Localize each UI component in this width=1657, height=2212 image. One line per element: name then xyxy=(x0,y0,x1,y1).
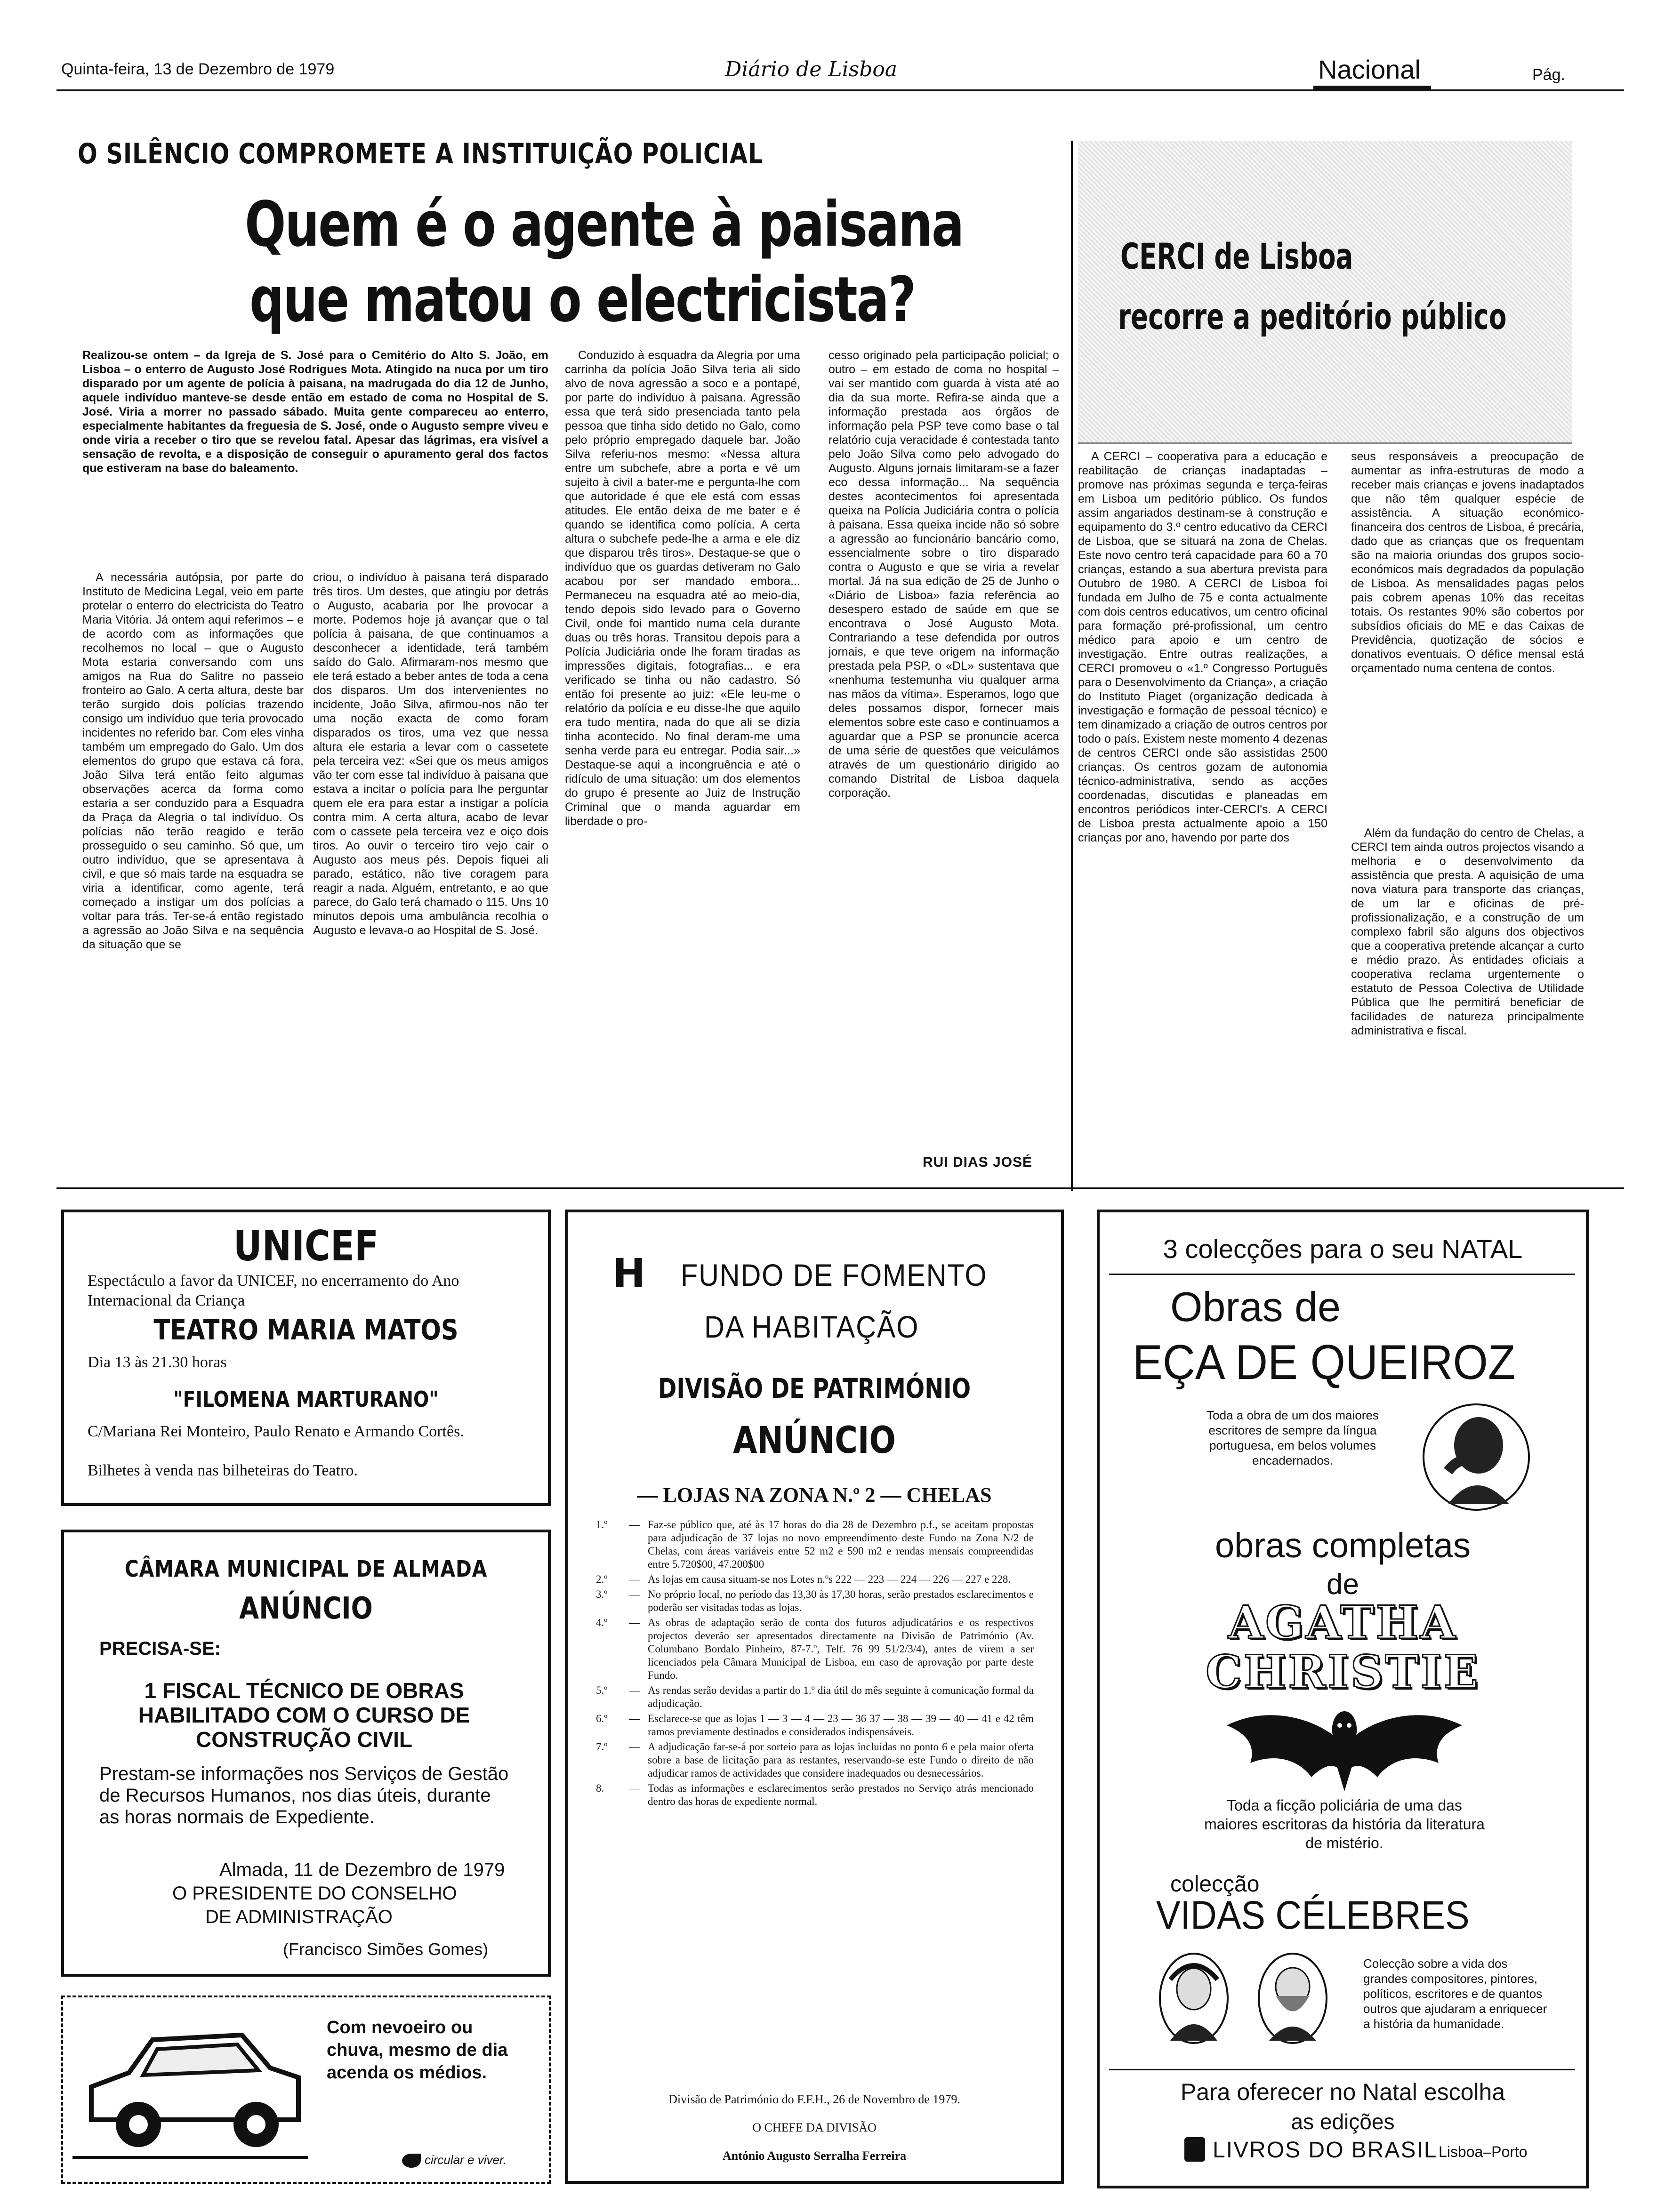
ffh-ad xyxy=(565,1210,1064,2184)
ffh-item-text: No próprio local, no período das 13,30 às 17,30 horas, serão prestados esclarecimentos e poderão ser visitadas todas as lojas. xyxy=(648,1588,1034,1613)
books-bottom-2: as edições xyxy=(1291,2109,1395,2134)
article-kicker: O SILÊNCIO COMPROMETE A INSTITUIÇÃO POLICIAL xyxy=(78,137,764,170)
agatha-desc: Toda a ficção policiária de uma das maiores escritoras da história da literatura de mistério. xyxy=(1204,1797,1485,1851)
issue-date: Quinta-feira, 13 de Dezembro de 1979 xyxy=(61,60,335,78)
car-icon xyxy=(72,2016,308,2172)
vidas-line1: colecção xyxy=(1170,1872,1260,1897)
ffh-item-text: As obras de adaptação serão de conta dos futuros adjudicatários e os respectivos projectos deverão ser apresentados directamente na Divisão de Património (Av. Columbano Bordalo Pinheiro, 87-7.º, Telf. 76 99 51/2/3/4), antes de virem a ser licenciados pela Câmara Municipal de Lisboa, em caso de aprovação por parte deste Fundo. xyxy=(648,1617,1034,1681)
ffh-item-text: Faz-se público que, até às 17 horas do dia 28 de Dezembro p.f., se aceitam propostas para adjudicação de 37 lojas no novo empreendimento deste Fundo na Zona N/2 de Chelas, com áreas variáveis entre 52 m2 e 590 m2 e rendas mensais compreendidas entre 5.720$00, 47.200$00 xyxy=(648,1519,1034,1570)
agatha-line4: CHRISTIE xyxy=(1206,1645,1480,1699)
ffh-item-text: A adjudicação far-se-á por sorteio para as lojas incluídas no ponto 6 e pela maior oferta sobre a base de licitação para as restantes, reservando-se este Fundo o direito de não adjudicar ramos de actividades que considere inadequados ou desnecessários. xyxy=(648,1741,1034,1779)
ffh-item: 1.º — Faz-se público que, até às 17 horas do dia 28 de Dezembro p.f., se aceitam propostas para adjudicação de 37 lojas no novo empreendimento deste Fundo na Zona N/2 de Chelas, com áreas variáveis entre 52 m2 e 590 m2 e rendas mensais compreendidas entre 5.720$00, 47.200$00 xyxy=(596,1519,1034,1570)
ffh-division: DIVISÃO DE PATRIMÓNIO xyxy=(658,1372,971,1404)
almada-place-date: Almada, 11 de Dezembro de 1979 xyxy=(219,1859,505,1880)
vidas-desc: Colecção sobre a vida dos grandes compositores, pintores, políticos, escritores e de quantos outros que ajudaram a enriquecer a história da humanidade. xyxy=(1363,1956,1547,2031)
almada-signer-name: (Francisco Simões Gomes) xyxy=(283,1940,489,1959)
section-name: Nacional xyxy=(1318,55,1421,84)
unicef-ad xyxy=(61,1210,551,1506)
cerci-headline-line1: CERCI de Lisboa xyxy=(1120,235,1353,277)
unicef-venue: TEATRO MARIA MATOS xyxy=(153,1314,458,1346)
ffh-item-num: 2.º xyxy=(596,1573,608,1585)
section-underline xyxy=(1313,86,1431,89)
agatha-line3: AGATHA xyxy=(1228,1596,1457,1649)
ffh-place-date: Divisão de Património do F.F.H., 26 de Novembro de 1979. xyxy=(668,2092,960,2106)
books-bottom-4: Lisboa–Porto xyxy=(1439,2143,1528,2160)
books-bottom-3: LIVROS DO BRASIL xyxy=(1213,2138,1438,2163)
car-ad-text: Com nevoeiro ou chuva, mesmo de dia acenda os médios. xyxy=(327,2016,534,2084)
almada-job: 1 FISCAL TÉCNICO DE OBRAS HABILITADO COM O CURSO DE CONSTRUÇÃO CIVIL xyxy=(138,1678,470,1752)
article-column-2: criou, o indivíduo à paisana terá disparado três tiros. Um destes, que atingiu por detrás o Augusto, acabaria por lhe provocar a morte. Podemos hoje já avançar que o tal polícia à paisana, de que continuamos a desconhecer a identidade, terá também saído do Galo. Afirmaram-nos mesmo que ele terá estado a beber antes de toda a cena dos disparos. Um dos intervenientes no incidente, João Silva, afirmou-nos não ter uma noção exacta de como foram disparados os tiros, uma vez que nessa altura ele estaria a levar com o cassetete pela terceira vez: «Sei que os meus amigos vão ter com esse tal indivíduo à paisana que estava a incitar o polícia para lhe perguntar quem ele era para estar a instigar a polícia contra mim. A certa altura, acabo de levar com o cassete pela terceira vez e oiço dois tiros. Ao ouvir o terceiro tiro vejo cair o Augusto aos meus pés. Depois fiquei ali parado, estático, não tive coragem para reagir a nada. Alguém, entretanto, e ao que parece, do Galo terá chamado o 115. Uns 10 minutos depois uma ambulância recolhia o Augusto e levava-o ao Hospital de S. José. xyxy=(313,571,548,937)
ffh-item-num: 3.º xyxy=(596,1588,608,1600)
unicef-intro: Espectáculo a favor da UNICEF, no encerramento do Ano Internacional da Criança xyxy=(88,1272,459,1309)
article-byline: RUI DIAS JOSÉ xyxy=(923,1154,1033,1170)
page-label: Pág. xyxy=(1532,66,1565,84)
ffh-items xyxy=(596,1518,1034,1810)
article-headline-line1: Quem é o agente à paisana xyxy=(245,188,964,261)
ffh-item-num: 7.º xyxy=(596,1741,608,1753)
vidas-line2: VIDAS CÉLEBRES xyxy=(1156,1893,1470,1937)
ffh-title-2: DA HABITAÇÃO xyxy=(704,1309,919,1344)
books-bottom-rule xyxy=(1109,2069,1575,2070)
ffh-item-num: 8. xyxy=(596,1782,604,1794)
almada-signer-1: O PRESIDENTE DO CONSELHO xyxy=(172,1883,457,1904)
ffh-item: 6.º — Esclarece-se que as lojas 1 — 3 — 4 — 23 — 36 37 — 38 — 39 — 40 — 41 e 42 têm ramos previamente destinados e considerados indispensáveis. xyxy=(596,1713,1034,1738)
bat-icon xyxy=(1222,1697,1467,1796)
cerci-column-2b: Além da fundação do centro de Chelas, a CERCI tem ainda outros projectos visando a melhoria e o desenvolvimento da assistência que presta. A aquisição de uma nova viatura para transporte das crianças, de um lar e oficinas de pré-profissionalização, e a construção de um complexo fabril são alguns dos objectivos que a cooperativa pretende alcançar a curto e médio prazo. Às entidades oficiais a cooperativa reclama urgentemente o estatuto de Pessoa Colectiva de Utilidade Pública que lhe permitirá beneficiar de facilidades de natureza principalmente administrativa e fiscal. xyxy=(1351,826,1584,1037)
ffh-signer-name: António Augusto Serralha Ferreira xyxy=(722,2149,907,2163)
ffh-item-text: As lojas em causa situam-se nos Lotes n.ºs 222 — 223 — 224 — 226 — 227 e 228. xyxy=(648,1573,1011,1585)
column-separator xyxy=(1071,141,1073,1191)
books-bottom-1: Para oferecer no Natal escolha xyxy=(1180,2079,1505,2105)
article-lead: Realizou-se ontem – da Igreja de S. José para o Cemitério do Alto S. João, em Lisboa – o enterro de Augusto José Rodrigues Mota. Atingido na nuca por um tiro disparado por um agente de polícia à paisana, na madrugada do dia 12 de Junho, aquele indivíduo manteve-se desde então em estado de coma no Hospital de S. José. Viria a morrer no passado sábado. Muita gente compareceu ao enterro, especialmente habitantes da freguesia de S. José, onde o Augusto sempre viveu e onde viria a receber o tiro que se revelou fatal. Apesar das lágrimas, era visível a sensação de revolta, e a disposição de conseguir o apuramento geral dos factos que estiveram na base do baleamento. xyxy=(82,349,548,475)
cerci-photo xyxy=(1078,141,1572,444)
newspaper-name: Diário de Lisboa xyxy=(725,57,898,81)
almada-info: Prestam-se informações nos Serviços de Gestão de Recursos Humanos, nos dias úteis, durante as horas normais de Expediente. xyxy=(99,1763,509,1827)
cerci-column-2: seus responsáveis a preocupação de aumentar as infra-estruturas de modo a receber mais crianças e jovens inadaptados que não têm qualquer espécie de assistência. A situação económico-financeira dos centros de Lisboa, é precária, dado que as crianças que os frequentam são na maioria oriundas dos grupos socio-económicos mais degradados da população de Lisboa. As mensalidades pagas pelos pais cobrem apenas 10% das receitas totais. Os restantes 90% são cobertos por subsídios oficiais do ME e das Caixas de Previdência, quotização de sócios e donativos eventuais. O défice mensal está orçamentado numa centena de contos. xyxy=(1351,450,1584,675)
unicef-tickets: Bilhetes à venda nas bilheteiras do Teatro. xyxy=(88,1462,358,1479)
cerci-column-1: A CERCI – cooperativa para a educação e reabilitação de crianças inadaptadas – promove nas próximas segunda e terça-feiras em Lisboa um peditório público. Os fundos assim angariados destinam-se à construção e equipamento do 3.º centro educativo da CERCI de Lisboa, que se situará na zona de Chelas. Este novo centro terá capacidade para 60 a 70 crianças, estando a sua abertura prevista para Outubro de 1980. A CERCI de Lisboa foi fundada em Julho de 75 e conta actualmente com dois centros educativos, um centro oficinal para formação pré-profissional, um centro médico para apoio e um centro de investigação. Entre outras realizações, a CERCI promoveu o «1.º Congresso Português para o Desenvolvimento da Criança», a criação do Instituto Piaget (organização dedicada à investigação e formação de pessoal técnico) e tem dinamizado a criação de outros centros por todo o país. Existem neste momento 4 dezenas de centros CERCI onde são assistidas 2500 crianças. Os centros gozam de autonomia técnico-administrativa, sendo as acções coordenadas, discutidas e planeadas em encontros periódicos inter-CERCI's. A CERCI de Lisboa presta actualmente apoio a 150 crianças por ano, havendo por parte dos xyxy=(1078,450,1327,844)
ffh-item-num: 5.º xyxy=(596,1684,608,1696)
ffh-item-num: 1.º xyxy=(596,1519,608,1531)
almada-ad xyxy=(61,1530,551,1977)
cerci-headline-line2: recorre a peditório público xyxy=(1118,296,1507,337)
arrow-icon xyxy=(402,2154,421,2168)
article-column-4: cesso originado pela participação policial; o outro – em estado de coma no hospital – vai ser mantido com guarda à vista até ao dia da sua morte. Refira-se ainda que a informação prestada aos órgãos de informação pela PSP teve como base o tal relatório cuja veracidade é contestada tanto pelo João Silva como pelo advogado do Augusto. Alguns jornais limitaram-se a fazer eco dessa informação... Na sequência destes acontecimentos foi apresentada queixa na Polícia Judiciária contra o polícia à paisana. Essa queixa incide não só sobre a agressão ao funcionário bancário como, essencialmente sobre o tiro disparado contra o Augusto e que se viria a revelar mortal. Já na sua edição de 25 de Junho o «Diário de Lisboa» fazia referência ao desespero estado de saúde em que se encontrava o José Augusto Mota. Contrariando a tese defendida por outros jornais, e que teve origem na informação prestada pela PSP, o «DL» sustentava que «nenhuma testemunha viu qualquer arma nas mãos da vítima». Esperamos, logo que deles possamos dispor, fornecer mais elementos sobre este caso e continuamos a aguardar que a PSP se pronuncie acerca de uma série de questões que veiculámos através de um questionário dirigido ao comando Distrital de Lisboa daquela corporação. xyxy=(828,349,1059,800)
ffh-item: 4.º — As obras de adaptação serão de conta dos futuros adjudicatários e os respectivos projectos deverão ser apresentados directamente na Divisão de Património (Av. Columbano Bordalo Pinheiro, 87-7.º, Telf. 76 99 51/2/3/4), antes de virem a ser licenciados pela Câmara Municipal de Lisboa, em caso de aprovação por parte deste Fundo. xyxy=(596,1617,1034,1681)
almada-signer-2: DE ADMINISTRAÇÃO xyxy=(205,1907,393,1927)
ffh-item: 5.º — As rendas serão devidas a partir do 1.º dia útil do mês seguinte à comunicação formal da adjudicação. xyxy=(596,1684,1034,1709)
eca-portrait-icon xyxy=(1420,1401,1533,1514)
unicef-when: Dia 13 às 21.30 horas xyxy=(88,1354,227,1371)
books-top: 3 colecções para o seu NATAL xyxy=(1163,1234,1523,1264)
ffh-item-text: Esclarece-se que as lojas 1 — 3 — 4 — 23 — 36 37 — 38 — 39 — 40 — 41 e 42 têm ramos previamente destinados e considerados indispensáveis. xyxy=(648,1713,1034,1738)
unicef-play: "FILOMENA MARTURANO" xyxy=(173,1387,439,1412)
ffh-notice: ANÚNCIO xyxy=(733,1419,896,1462)
portrait-icon xyxy=(1156,1951,1231,2045)
article-column-3: Conduzido à esquadra da Alegria por uma carrinha da polícia João Silva teria ali sido alvo de nova agressão a soco e a pontapé, por parte do indivíduo à paisana. Agressão essa que terá sido presenciada tanto pela pessoa que tinha sido detido no Galo, como pelo próprio empregado daquele bar. João Silva referiu-nos mesmo: «Nessa altura entre um subchefe, abre a porta e vê um sujeito à civil a bater-me e pergunta-lhe com que autoridade é que ele está com essas atitudes. Ele então deixa de me bater e é quando se identifica como polícia. A certa altura o subchefe pede-lhe a arma e ele diz que disparou três tiros». Destaque-se que o indivíduo que os guardas detiveram no Galo acabou por ser mandado embora... Permaneceu na esquadra até ao meio-dia, tendo depois sido levado para o Governo Civil, onde foi mantido numa cela durante duas ou três horas. Transitou depois para a Polícia Judiciária onde lhe foram tiradas as impressões digitais, fotografias... e era verificado se tinha ou não cadastro. Só então foi presente ao juiz: «Ele leu-me o relatório da polícia e eu disse-lhe que aquilo era tudo mentira, nada do que ali se dizia tinha acontecido. No final deram-me uma senha verde para eu entregar. Podia sair...» Destaque-se aqui a incongruência e até o ridículo de uma situação: um dos elementos do grupo é presente ao Juiz de Instrução Criminal que o manda aguardar em liberdade o pro- xyxy=(565,349,800,828)
ffh-logo: H xyxy=(612,1250,646,1296)
bottom-separator xyxy=(56,1187,1624,1189)
car-ad-logo xyxy=(402,2153,507,2168)
masthead-rule xyxy=(56,89,1624,91)
almada-org: CÂMARA MUNICIPAL DE ALMADA xyxy=(124,1556,488,1582)
books-ad xyxy=(1097,1210,1589,2188)
article-headline-line2: que matou o electricista? xyxy=(249,264,915,336)
ffh-item-num: 6.º xyxy=(596,1713,608,1724)
ffh-item: 2.º — As lojas em causa situam-se nos Lotes n.ºs 222 — 223 — 224 — 226 — 227 e 228. xyxy=(596,1573,1034,1586)
agatha-line2: de xyxy=(1327,1568,1359,1601)
books-top-rule xyxy=(1109,1274,1575,1275)
eca-line1: Obras de xyxy=(1170,1283,1341,1330)
ffh-item: 3.º — No próprio local, no período das 13,30 às 17,30 horas, serão prestados esclarecimentos e poderão ser visitadas todas as lojas. xyxy=(596,1588,1034,1613)
ffh-title-1: FUNDO DE FOMENTO xyxy=(681,1258,988,1292)
unicef-cast: C/Mariana Rei Monteiro, Paulo Renato e Armando Cortês. xyxy=(88,1423,464,1440)
ffh-item-text: Todas as informações e esclarecimentos serão prestados no Serviço atrás mencionado dentro das horas de expediente normal. xyxy=(648,1782,1034,1807)
ffh-item-num: 4.º xyxy=(596,1617,608,1628)
eca-line2: EÇA DE QUEIROZ xyxy=(1133,1335,1516,1390)
ffh-item-text: As rendas serão devidas a partir do 1.º dia útil do mês seguinte à comunicação formal da adjudicação. xyxy=(648,1684,1034,1709)
agatha-line1: obras completas xyxy=(1215,1526,1471,1565)
eca-desc: Toda a obra de um dos maiores escritores de sempre da língua portuguesa, em belos volumes encadernados. xyxy=(1207,1408,1379,1467)
car-ad xyxy=(61,1996,551,2184)
ffh-signer: O CHEFE DA DIVISÃO xyxy=(752,2121,877,2134)
article-column-1: A necessária autópsia, por parte do Instituto de Medicina Legal, veio em parte protelar o enterro do electricista do Teatro Maria Vitória. Já ontem aqui referimos – e de acordo com as informações que recolhemos no local – que o Augusto Mota estaria conversando com uns amigos na Rua do Salitre no passeio fronteiro ao Galo. A certa altura, deste bar terão surgido dois polícias trazendo consigo um indivíduo que teria provocado incidentes no referido bar. Com eles vinha também um empregado do Galo. Um dos elementos do grupo que estava cá fora, João Silva terá então feito algumas observações acerca da forma como estaria a ser conduzido para a Esquadra da Praça da Alegria o tal indivíduo. Os polícias não terão reagido e terão prosseguido o seu caminho. Só que, um outro indivíduo, que se apresentava à civil, e que só mais tarde na esquadra se viria a identificar, como agente, terá começado a instigar um dos polícias a voltar para trás. Ter-se-á então registado a agressão ao João Silva e na sequência da situação que se xyxy=(82,571,304,951)
ffh-item: 8. — Todas as informações e esclarecimentos serão prestados no Serviço atrás mencionado dentro das horas de expediente normal. xyxy=(596,1782,1034,1807)
ffh-zone: — LOJAS NA ZONA N.º 2 — CHELAS xyxy=(637,1483,992,1507)
portrait-icon xyxy=(1255,1951,1330,2045)
almada-need: PRECISA-SE: xyxy=(99,1638,221,1659)
unicef-title: UNICEF xyxy=(233,1222,379,1270)
almada-title: ANÚNCIO xyxy=(239,1591,373,1626)
ffh-item: 7.º — A adjudicação far-se-á por sorteio para as lojas incluídas no ponto 6 e pela maior oferta sobre a base de licitação para as restantes, reservando-se este Fundo o direito de não adjudicar ramos de actividades que considere inadequados ou desnecessários. xyxy=(596,1741,1034,1779)
books-logo-icon xyxy=(1184,2137,1205,2162)
car-ad-logo-text: circular e viver. xyxy=(425,2153,507,2167)
